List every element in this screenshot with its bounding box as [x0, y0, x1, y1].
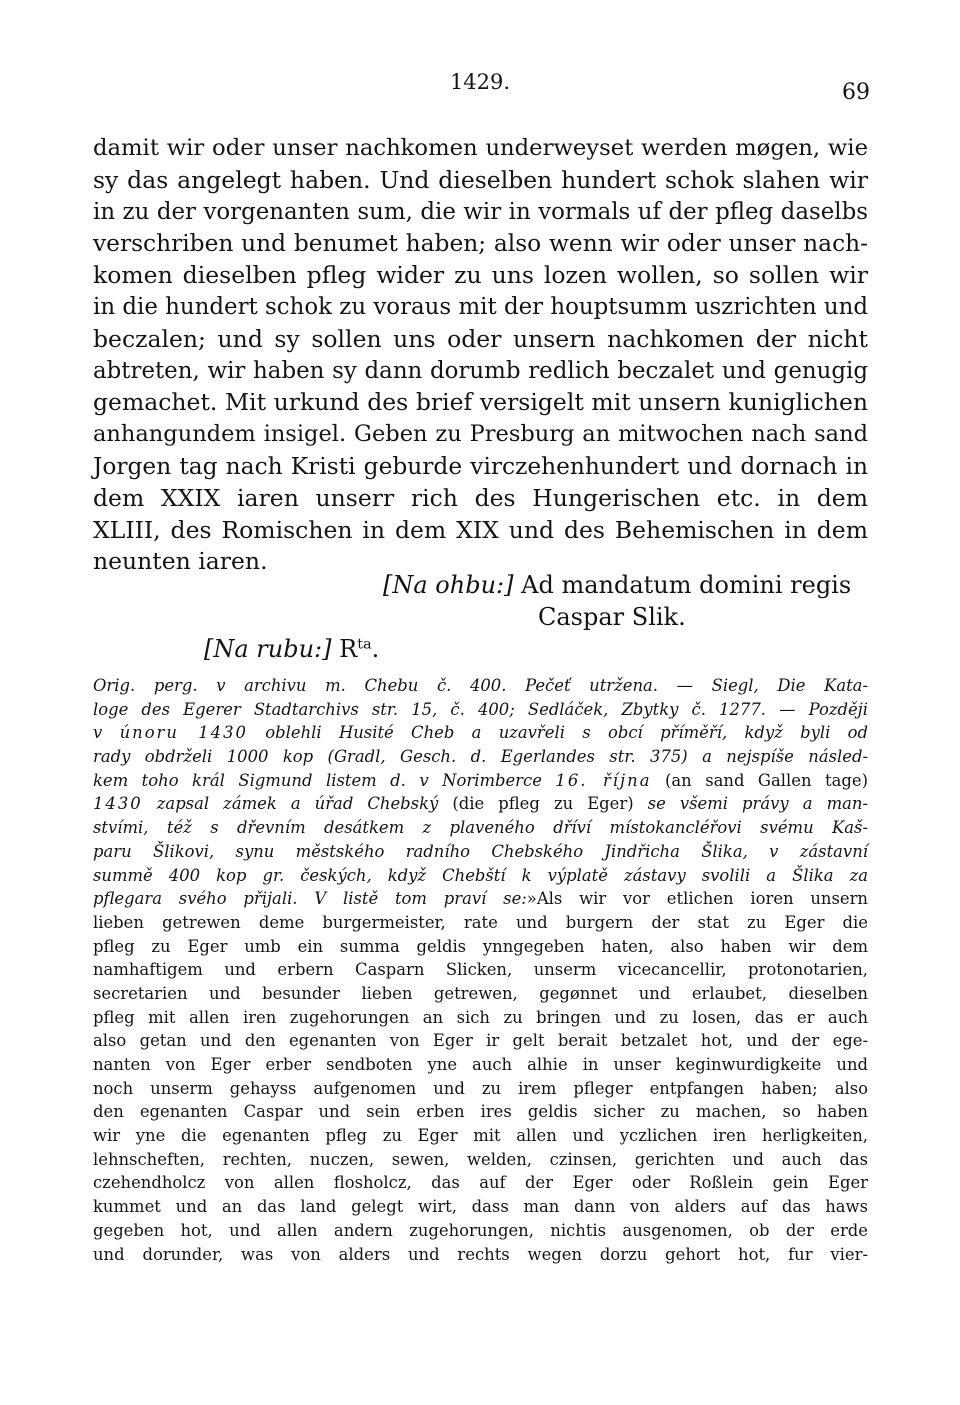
signature-back-label: [Na rubu:]: [204, 635, 332, 663]
note-line: [93, 769, 868, 793]
note-line: Orig. perg. v archivu m. Chebu č. 400. Pečeť utržena. — Siegl, Die Kata-: [93, 676, 868, 695]
signature-front-text: Ad mandatum domini regis: [521, 571, 852, 599]
main-text-line: anhangundem insigel. Geben zu Presburg an mitwochen nach sand: [93, 421, 868, 448]
note-line: czehendholcz von allen flosholcz, das auf der Eger oder Roßlein gein Eger: [93, 1173, 868, 1193]
main-text-line: Jorgen tag nach Kristi geburde virczehenhundert und dornach in: [93, 452, 868, 480]
note-line: stvími, též s dřevním desátkem z plaveného dříví místokancléřovi svému Kaš-: [93, 818, 868, 838]
signature-front-name: Caspar Slik.: [538, 603, 686, 631]
note-spaced-date: 1430: [93, 794, 143, 814]
note-line: gegeben hot, und allen andern zugehorungen, nichtis ausgenomen, ob der erde: [93, 1220, 868, 1240]
note-line: secretarien und besunder lieben getrewen, gegønnet und erlaubet, dieselben: [93, 983, 868, 1003]
note-line: summě 400 kop gr. českých, když Chebští k výplatě zástavy svolili a Šlika za: [93, 865, 868, 885]
signature-back: [204, 635, 379, 663]
note-segment: se všemi právy a man-: [633, 794, 868, 814]
signature-front-label: [Na ohbu:]: [383, 571, 514, 599]
note-line: lehnscheften, rechten, nuczen, sewen, welden, czinsen, gerichten und auch das: [93, 1149, 868, 1169]
main-text-line: abtreten, wir haben sy dann dorumb redlich beczalet und genugig: [93, 357, 868, 384]
note-line: also getan und den egenanten von Eger ir gelt berait betzalet hot, und der ege-: [93, 1031, 868, 1051]
note-segment: pflegara svého přijali. V listě tom praví se:: [93, 889, 527, 909]
note-segment: zapsal zámek a úřad Chebský: [142, 794, 453, 814]
note-line: namhaftigem und erbern Casparn Slicken, unserm vicecancellir, protonotarien,: [93, 960, 868, 980]
signature-front: [383, 571, 851, 599]
note-line: nanten von Eger erber sendboten yne auch alhie in unser keginwurdigkeite und: [93, 1055, 868, 1074]
note-segment: (die pfleg zu Eger): [452, 794, 634, 814]
note-line: pfleg zu Eger umb ein summa geldis ynngegeben haten, also haben wir dem: [93, 936, 868, 956]
note-line: lieben getrewen deme burgermeister, rate und burgern der stat zu Eger die: [93, 912, 868, 932]
page-number: 69: [842, 80, 870, 105]
note-segment: v: [93, 723, 120, 743]
note-line: paru Šlikovi, synu městského radního Chebského Jindřicha Šlika, v zástavní: [93, 841, 868, 861]
main-text-line: gemachet. Mit urkund des brief versigelt mit unsern kuniglichen: [93, 388, 868, 417]
note-line: und dorunder, was von alders und rechts wegen dorzu gehort hot, fur vier-: [93, 1244, 868, 1264]
main-text-line: beczalen; und sy sollen uns oder unsern nachkomen der nicht: [93, 324, 868, 353]
signature-back-suffix: .: [371, 635, 380, 663]
running-header-year: 1429.: [449, 70, 511, 94]
main-text-line: in die hundert schok zu voraus mit der houptsumm uszrichten und: [93, 293, 868, 320]
note-segment: oblehli Husité Cheb a uzavřeli s obcí příměří, když byli od: [247, 723, 868, 743]
note-line: wir yne die egenanten pfleg zu Eger mit allen und yczlichen iren herligkeiten,: [93, 1126, 868, 1146]
note-line: rady obdrželi 1000 kop (Gradl, Gesch. d. Egerlandes str. 375) a nejspíše násled-: [93, 747, 868, 767]
signature-back-superscript: ta: [357, 636, 372, 653]
note-line: kummet und an das land gelegt wirt, dass man dann von alders auf das haws: [93, 1197, 868, 1217]
note-spaced-date: únoru 1430: [119, 723, 248, 743]
note-segment: kem toho král Sigmund listem d. v Norimberce: [93, 770, 556, 790]
note-line: noch unserm gehayss aufgenomen und zu irem pfleger entpfangen haben; also: [93, 1078, 868, 1098]
note-spaced-date: 16. října: [555, 770, 652, 790]
main-text-line: neunten iaren.: [93, 547, 268, 576]
main-text-line: damit wir oder unser nachkomen underweyset werden møgen, wie: [93, 135, 868, 161]
note-line: den egenanten Caspar und sein erben ires geldis sicher zu machen, so haben: [93, 1102, 868, 1122]
note-line: [93, 887, 868, 911]
main-text-line: komen dieselben pfleg wider zu uns lozen wollen, so sollen wir: [93, 261, 868, 290]
notes-block: [93, 674, 868, 1266]
note-line: pfleg mit allen iren zugehorungen an sich zu bringen und zu losen, das er auch: [93, 1007, 868, 1027]
main-text-line: sy das angelegt haben. Und dieselben hundert schok slahen wir: [93, 165, 868, 194]
main-text-line: XLIII, des Romischen in dem XIX und des Behemischen in dem: [93, 515, 868, 544]
main-text-block: [93, 133, 868, 578]
main-text-line: verschriben und benumet haben; also wenn wir oder unser nach-: [93, 230, 868, 258]
signature-back-text: R: [339, 635, 358, 663]
note-line: [93, 792, 868, 816]
note-line: loge des Egerer Stadtarchivs str. 15, č. 400; Sedláček, Zbytky č. 1277. — Později: [93, 699, 868, 719]
note-segment: »Als wir vor etlichen ioren unsern: [526, 889, 868, 909]
main-text-line: dem XXIX iaren unserr rich des Hungerischen etc. in dem: [93, 483, 868, 512]
main-text-line: in zu der vorgenanten sum, die wir in vormals uf der pfleg daselbs: [93, 198, 868, 225]
note-segment: (an sand Gallen tage): [651, 770, 868, 790]
note-line: [93, 721, 868, 745]
